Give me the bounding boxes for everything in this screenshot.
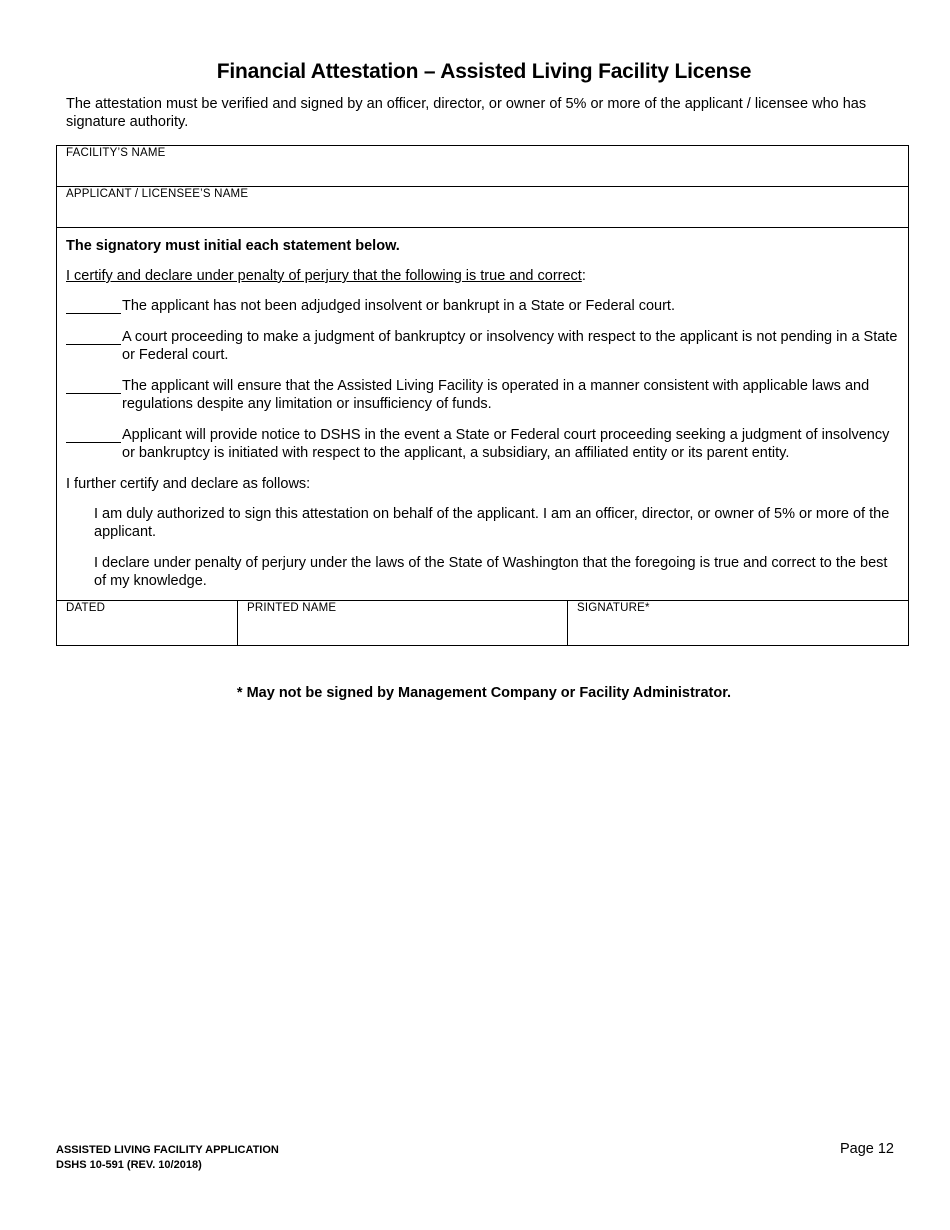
signature-row bbox=[57, 600, 908, 645]
statement-text-2: A court proceeding to make a judgment of bankruptcy or insolvency with respect to the applicant is not pending in a State or Federal court. bbox=[122, 329, 898, 363]
certify-colon: : bbox=[581, 268, 586, 284]
signature-label: SIGNATURE* bbox=[577, 602, 650, 614]
initial-blank-1[interactable] bbox=[66, 297, 121, 314]
initial-blank-4[interactable] bbox=[66, 426, 121, 443]
statement-text-3: The applicant will ensure that the Assisted Living Facility is operated in a manner consistent with applicable laws and regulations despite any limitation or insufficiency of funds. bbox=[122, 378, 870, 412]
intro-text: The attestation must be verified and signed by an officer, director, or owner of 5% or more of the applicant / licensee who has signature authority. bbox=[66, 96, 867, 130]
statement-item bbox=[66, 426, 902, 462]
certify-line bbox=[66, 267, 902, 285]
attestation-form bbox=[56, 145, 909, 646]
applicant-name-label: APPLICANT / LICENSEE’S NAME bbox=[66, 188, 249, 200]
statement-text-1: The applicant has not been adjudged insolvent or bankrupt in a State or Federal court. bbox=[122, 298, 675, 314]
initial-blank-2[interactable] bbox=[66, 328, 121, 345]
declaration-perjury: I declare under penalty of perjury under the laws of the State of Washington that the foregoing is true and correct to the best of my knowledge. bbox=[94, 555, 888, 589]
statements-section bbox=[57, 228, 908, 600]
facility-name-field[interactable] bbox=[57, 146, 908, 187]
certify-line-text: I certify and declare under penalty of perjury that the following is true and correct bbox=[66, 268, 582, 284]
dated-field[interactable] bbox=[57, 601, 238, 645]
printed-name-field[interactable] bbox=[238, 601, 568, 645]
statement-item bbox=[66, 377, 902, 413]
statement-text-4: Applicant will provide notice to DSHS in the event a State or Federal court proceeding seeking a judgment of insolvency or bankruptcy is initiated with respect to the applicant, a subsidiary, an affiliated entity or its parent entity. bbox=[122, 427, 890, 461]
statement-item bbox=[66, 297, 902, 315]
statement-item bbox=[66, 328, 902, 364]
printed-name-label: PRINTED NAME bbox=[247, 602, 337, 614]
page-title: Financial Attestation – Assisted Living Facility License bbox=[216, 60, 752, 83]
declaration-authority: I am duly authorized to sign this attestation on behalf of the applicant. I am an officer, director, or owner of 5% or more of the applicant. bbox=[94, 506, 890, 540]
signature-field[interactable] bbox=[568, 601, 908, 645]
applicant-name-field[interactable] bbox=[57, 187, 908, 228]
signatory-heading: The signatory must initial each statement below. bbox=[66, 238, 400, 254]
footer-form-title: ASSISTED LIVING FACILITY APPLICATION bbox=[56, 1144, 279, 1156]
page-number: Page 12 bbox=[839, 1141, 894, 1157]
facility-name-label: FACILITY’S NAME bbox=[66, 147, 166, 159]
further-certify: I further certify and declare as follows: bbox=[66, 476, 311, 492]
dated-label: DATED bbox=[66, 602, 106, 614]
signing-note: * May not be signed by Management Company or Facility Administrator. bbox=[236, 685, 732, 701]
footer-form-info bbox=[56, 1143, 279, 1173]
footer-form-number: DSHS 10-591 (REV. 10/2018) bbox=[56, 1159, 202, 1171]
initial-blank-3[interactable] bbox=[66, 377, 121, 394]
